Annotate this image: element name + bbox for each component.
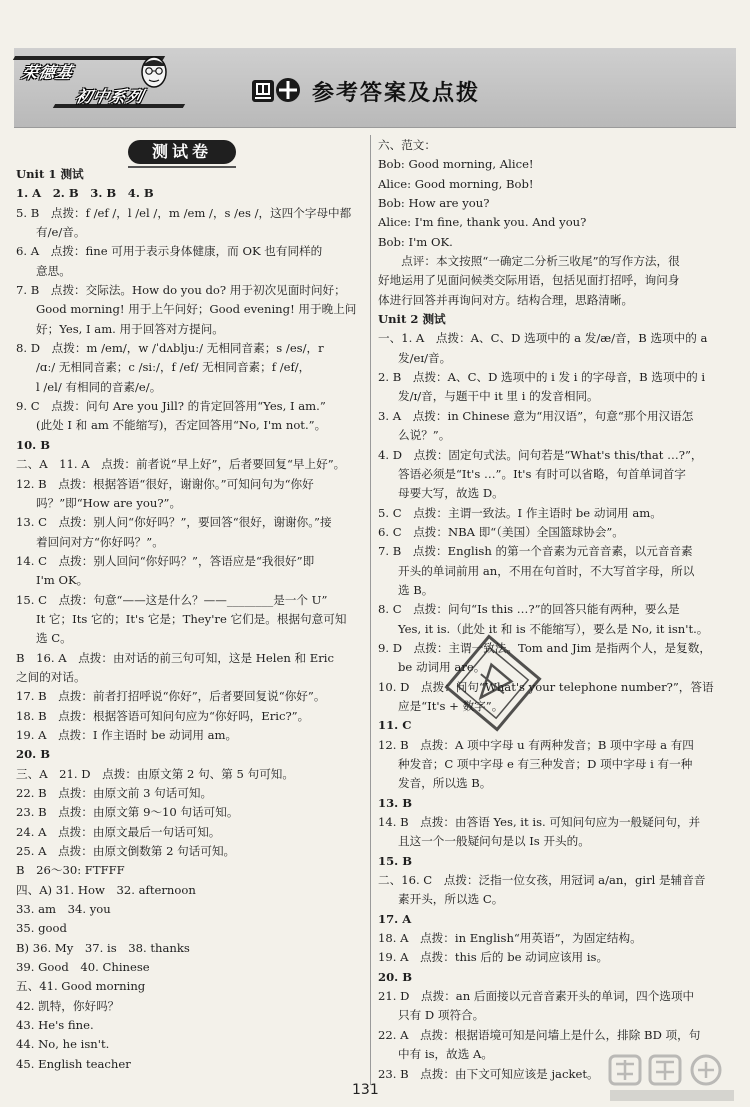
answer-line: (此处 I 和 am 不能缩写)，否定回答用“No, I'm not.”。: [36, 418, 327, 433]
answer-line: be 动词用 are。: [398, 660, 486, 675]
dianzhongdian-logo-icon: [250, 72, 302, 108]
answer-line: 好地运用了见面问候类交际用语，包括见面打招呼，询问身: [378, 273, 680, 288]
answer-line: It 它；Its 它的；It's 它是；They're 它们是。根据句意可知: [36, 611, 347, 626]
brand-logo: [14, 54, 194, 110]
answer-line: 五、41. Good morning: [16, 979, 146, 994]
answer-line: 33. am 34. you: [16, 902, 111, 917]
answer-line: 四、A) 31. How 32. afternoon: [16, 882, 196, 897]
author-face-icon: [134, 54, 174, 90]
dianzhongdian-stamp: [438, 632, 548, 742]
answer-line: 开头的单词前用 an，不用在句首时，不大写首字母，所以: [398, 563, 695, 578]
answer-line: 六、范文：: [378, 138, 436, 152]
answer-line: 发/eɪ/音。: [398, 350, 452, 365]
answer-line: 12. B 点拨：根据答语“很好，谢谢你。”可知问句为“你好: [16, 476, 314, 491]
answer-line: 体进行回答并再询问对方。结构合理，思路清晰。: [378, 292, 634, 307]
answer-line: Alice: Good morning, Bob!: [378, 176, 534, 191]
answer-line: Unit 2 测试: [378, 312, 446, 327]
answer-line: 44. No, he isn't.: [16, 1037, 110, 1052]
answer-line: 选 B。: [398, 582, 434, 597]
answer-line: 二、A 11. A 点拨：前者说“早上好”，后者要回复“早上好”。: [16, 457, 346, 472]
answer-line: 5. B 点拨：f /ef /，l /el /，m /em /，s /es /，这四个字母中都: [16, 205, 352, 220]
answer-line: 11. C: [378, 718, 412, 733]
answer-line: /ɑː/ 无相同音素；c /siː/，f /ef/ 无相同音素；f /ef/，: [36, 360, 311, 375]
answer-line: B 26～30: FTFFF: [16, 863, 125, 878]
answer-line: 8. D 点拨：m /em/，w /ˈdʌbljuː/ 无相同音素；s /es/，r: [16, 341, 324, 356]
answer-line: 选 C。: [36, 631, 72, 646]
answer-line: 只有 D 项符合。: [398, 1008, 485, 1023]
answer-line: 答语必须是“It's …”。It's 有时可以省略，句首单词首字: [398, 466, 686, 481]
answer-line: 35. good: [16, 921, 67, 936]
answer-line: 8. C 点拨：问句“Is this …?”的回答只能有两种，要么是: [378, 602, 680, 617]
answer-line: 3. A 点拨：in Chinese 意为“用汉语”，句意“那个用汉语怎: [378, 408, 694, 423]
brand-name: 荣德基: [19, 63, 75, 82]
answer-line: 21. D 点拨：an 后面接以元音音素开头的单词，四个选项中: [378, 989, 695, 1004]
answer-line: 25. A 点拨：由原文倒数第 2 句话可知。: [16, 844, 236, 859]
answer-line: 23. B 点拨：由下文可知应该是 jacket。: [378, 1066, 599, 1081]
answer-line: 发/ɪ/音，与题干中 it 里 i 的发音相同。: [398, 389, 599, 404]
answer-line: 好；Yes, I am. 用于回答对方提问。: [36, 321, 224, 336]
right-answer-column: [378, 136, 738, 1084]
answer-line: 18. B 点拨：根据答语可知问句应为“你好吗，Eric?”。: [16, 708, 310, 723]
answer-line: l /el/ 有相同的音素/e/。: [36, 379, 162, 394]
answer-line: 14. B 点拨：由答语 Yes, it is. 可知问句应为一般疑问句，并: [378, 815, 701, 830]
answer-line: 23. B 点拨：由原文第 9～10 句话可知。: [16, 805, 239, 820]
answer-line: 15. C 点拨：句意“——这是什么？——________是一个 U”: [16, 592, 328, 607]
answer-line: 且这一个一般疑问句是以 Is 开头的。: [398, 834, 590, 849]
column-divider: [370, 135, 371, 1085]
answer-line: 22. B 点拨：由原文前 3 句话可知。: [16, 786, 213, 800]
answer-line: 18. A 点拨：in English“用英语”，为固定结构。: [378, 931, 642, 946]
answer-line: 20. B: [378, 969, 413, 984]
answer-line: 4. D 点拨：固定句式法。问句若是“What's this/that …?”，: [378, 447, 703, 462]
answer-line: 17. B 点拨：前者打招呼说“你好”，后者要回复说“你好”。: [16, 689, 326, 704]
answer-line: Bob: How are you?: [378, 196, 490, 211]
answer-line: 应是“It's + 数字”。: [398, 698, 504, 713]
answer-line: 吗？”即“How are you?”。: [36, 495, 182, 510]
answer-line: 19. A 点拨：I 作主语时 be 动词用 am。: [16, 727, 238, 742]
answer-line: Bob: I'm OK.: [378, 234, 453, 249]
answer-line: Unit 1 测试: [16, 167, 84, 181]
answer-line: 1. A 2. B 3. B 4. B: [16, 186, 154, 201]
answer-site-watermark: [606, 1052, 744, 1104]
answer-line: 13. C 点拨：别人问“你好吗？”，要回答“很好，谢谢你。”接: [16, 515, 332, 530]
answer-line: 9. D 点拨：主谓一致法。Tom and Jim 是指两个人，是复数，: [378, 640, 711, 655]
answer-line: 15. B: [378, 853, 413, 868]
answer-line: 6. A 点拨：fine 可用于表示身体健康，而 OK 也有同样的: [16, 244, 323, 259]
answer-line: 10. D 点拨：问句“What's your telephone number?”，答语: [378, 679, 714, 694]
brand-series: 初中系列: [73, 87, 146, 106]
answer-line: 43. He's fine.: [16, 1018, 94, 1033]
answer-line: 2. B 点拨：A、C、D 选项中的 i 发 i 的字母音，B 选项中的 i: [378, 370, 706, 385]
answer-line: 17. A: [378, 911, 412, 926]
answer-line: 5. C 点拨：主谓一致法。I 作主语时 be 动词用 am。: [378, 505, 662, 520]
answer-line: 有/e/音。: [36, 225, 86, 240]
page-number: 131: [352, 1082, 379, 1098]
answer-line: 13. B: [378, 795, 413, 810]
answer-line: 42. 凯特，你好吗？: [16, 998, 120, 1013]
answer-line: 意思。: [36, 263, 71, 278]
answer-line: 之间的对话。: [16, 669, 86, 684]
answer-line: Alice: I'm fine, thank you. And you?: [378, 215, 587, 230]
answer-line: Good morning! 用于上午问好；Good evening! 用于晚上问: [36, 302, 357, 317]
answer-line: 10. B: [16, 437, 51, 452]
answer-line: B) 36. My 37. is 38. thanks: [16, 940, 190, 955]
answer-line: 母要大写，故选 D。: [398, 486, 504, 501]
answer-line: Yes, it is.（此处 it 和 is 不能缩写），要么是 No, it isn't.。: [398, 621, 709, 636]
answer-line: 12. B 点拨：A 项中字母 u 有两种发音；B 项中字母 a 有四: [378, 737, 694, 752]
answer-line: I'm OK。: [36, 573, 89, 588]
answer-line: 二、16. C 点拨：泛指一位女孩，用冠词 a/an，girl 是辅音音: [378, 873, 706, 888]
answer-line: 45. English teacher: [16, 1056, 131, 1071]
section-title: 测试卷: [128, 140, 236, 164]
answer-line: 中有 is，故选 A。: [398, 1047, 493, 1062]
answer-line: 6. C 点拨：NBA 即“（美国）全国篮球协会”。: [378, 524, 624, 539]
answer-line: 22. A 点拨：根据语境可知是问墙上是什么，排除 BD 项，句: [378, 1027, 701, 1042]
answer-line: 点评：本文按照“一确定二分析三收尾”的写作方法，很: [378, 254, 680, 269]
answer-line: 发音，所以选 B。: [398, 776, 492, 791]
answer-line: B 16. A 点拨：由对话的前三句可知，这是 Helen 和 Eric: [16, 650, 334, 665]
answer-line: 7. B 点拨：English 的第一个音素为元音音素，以元音音素: [378, 544, 693, 559]
answer-line: 种发音；C 项中字母 e 有三种发音；D 项中字母 i 有一种: [398, 757, 693, 771]
answer-line: 20. B: [16, 747, 51, 762]
answer-line: 14. C 点拨：别人回问“你好吗？”，答语应是“我很好”即: [16, 553, 315, 568]
answer-line: 一、1. A 点拨：A、C、D 选项中的 a 发/æ/音，B 选项中的 a: [378, 331, 708, 346]
answer-line: 24. A 点拨：由原文最后一句话可知。: [16, 824, 221, 839]
answer-line: 7. B 点拨：交际法。How do you do? 用于初次见面时问好；: [16, 283, 346, 298]
left-answer-column: [16, 165, 366, 1074]
answer-line: 素开头，所以选 C。: [398, 892, 504, 907]
answer-line: 9. C 点拨：问句 Are you Jill? 的肯定回答用“Yes, I am.”: [16, 399, 326, 414]
answer-line: 19. A 点拨：this 后的 be 动词应该用 is。: [378, 950, 609, 965]
answer-line: 39. Good 40. Chinese: [16, 960, 150, 975]
answer-line: 三、A 21. D 点拨：由原文第 2 句、第 5 句可知。: [16, 766, 294, 781]
answer-line: Bob: Good morning, Alice!: [378, 157, 534, 172]
answer-line: 着回问对方“你好吗？”。: [36, 534, 164, 549]
page-title: 参考答案及点拨: [312, 81, 481, 106]
answer-line: 么说？”。: [398, 428, 451, 443]
